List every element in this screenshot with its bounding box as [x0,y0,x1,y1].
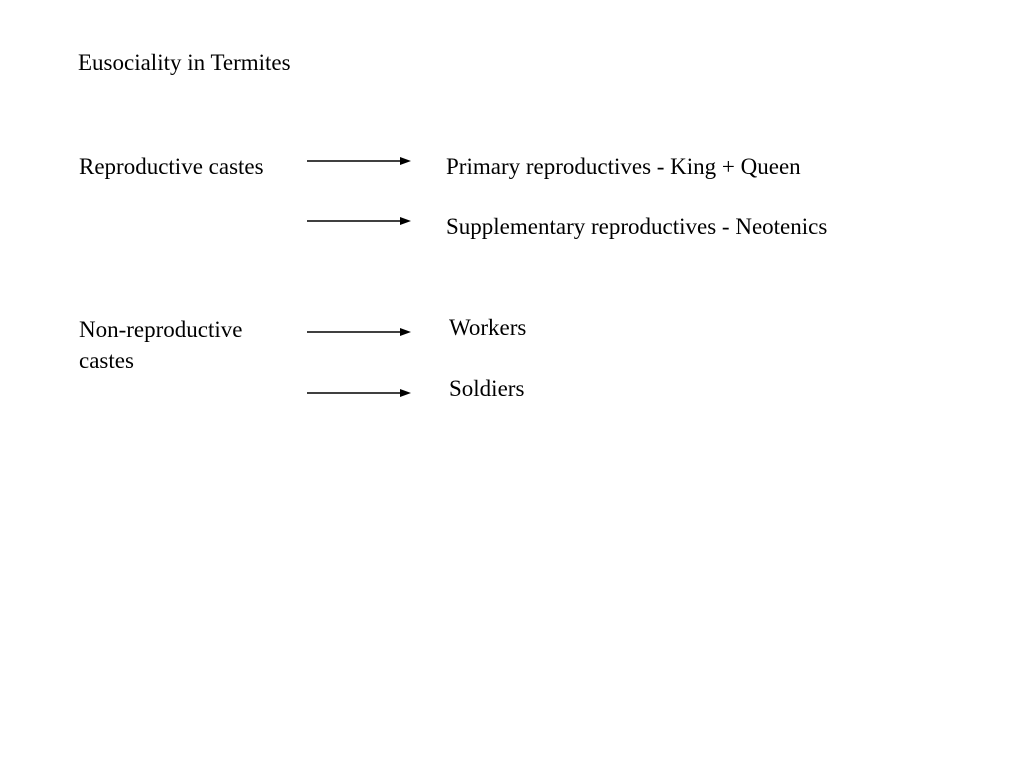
primary-reproductives-text: Primary reproductives - King + Queen [446,154,801,179]
right-arrow-icon [307,155,411,167]
right-arrow-icon [307,215,411,227]
non-reproductive-label-line-2: castes [79,348,134,373]
non-reproductive-label-line-1: Non-reproductive [79,317,243,342]
non-reproductive-castes-label [79,314,289,376]
soldiers-text: Soldiers [449,376,525,401]
workers-text: Workers [449,315,527,340]
slide-title: Eusociality in Termites [78,50,291,75]
right-arrow-icon [307,326,411,338]
supplementary-reproductives-text: Supplementary reproductives - Neotenics [446,214,828,239]
right-arrow-icon [307,387,411,399]
reproductive-castes-label: Reproductive castes [79,154,264,179]
